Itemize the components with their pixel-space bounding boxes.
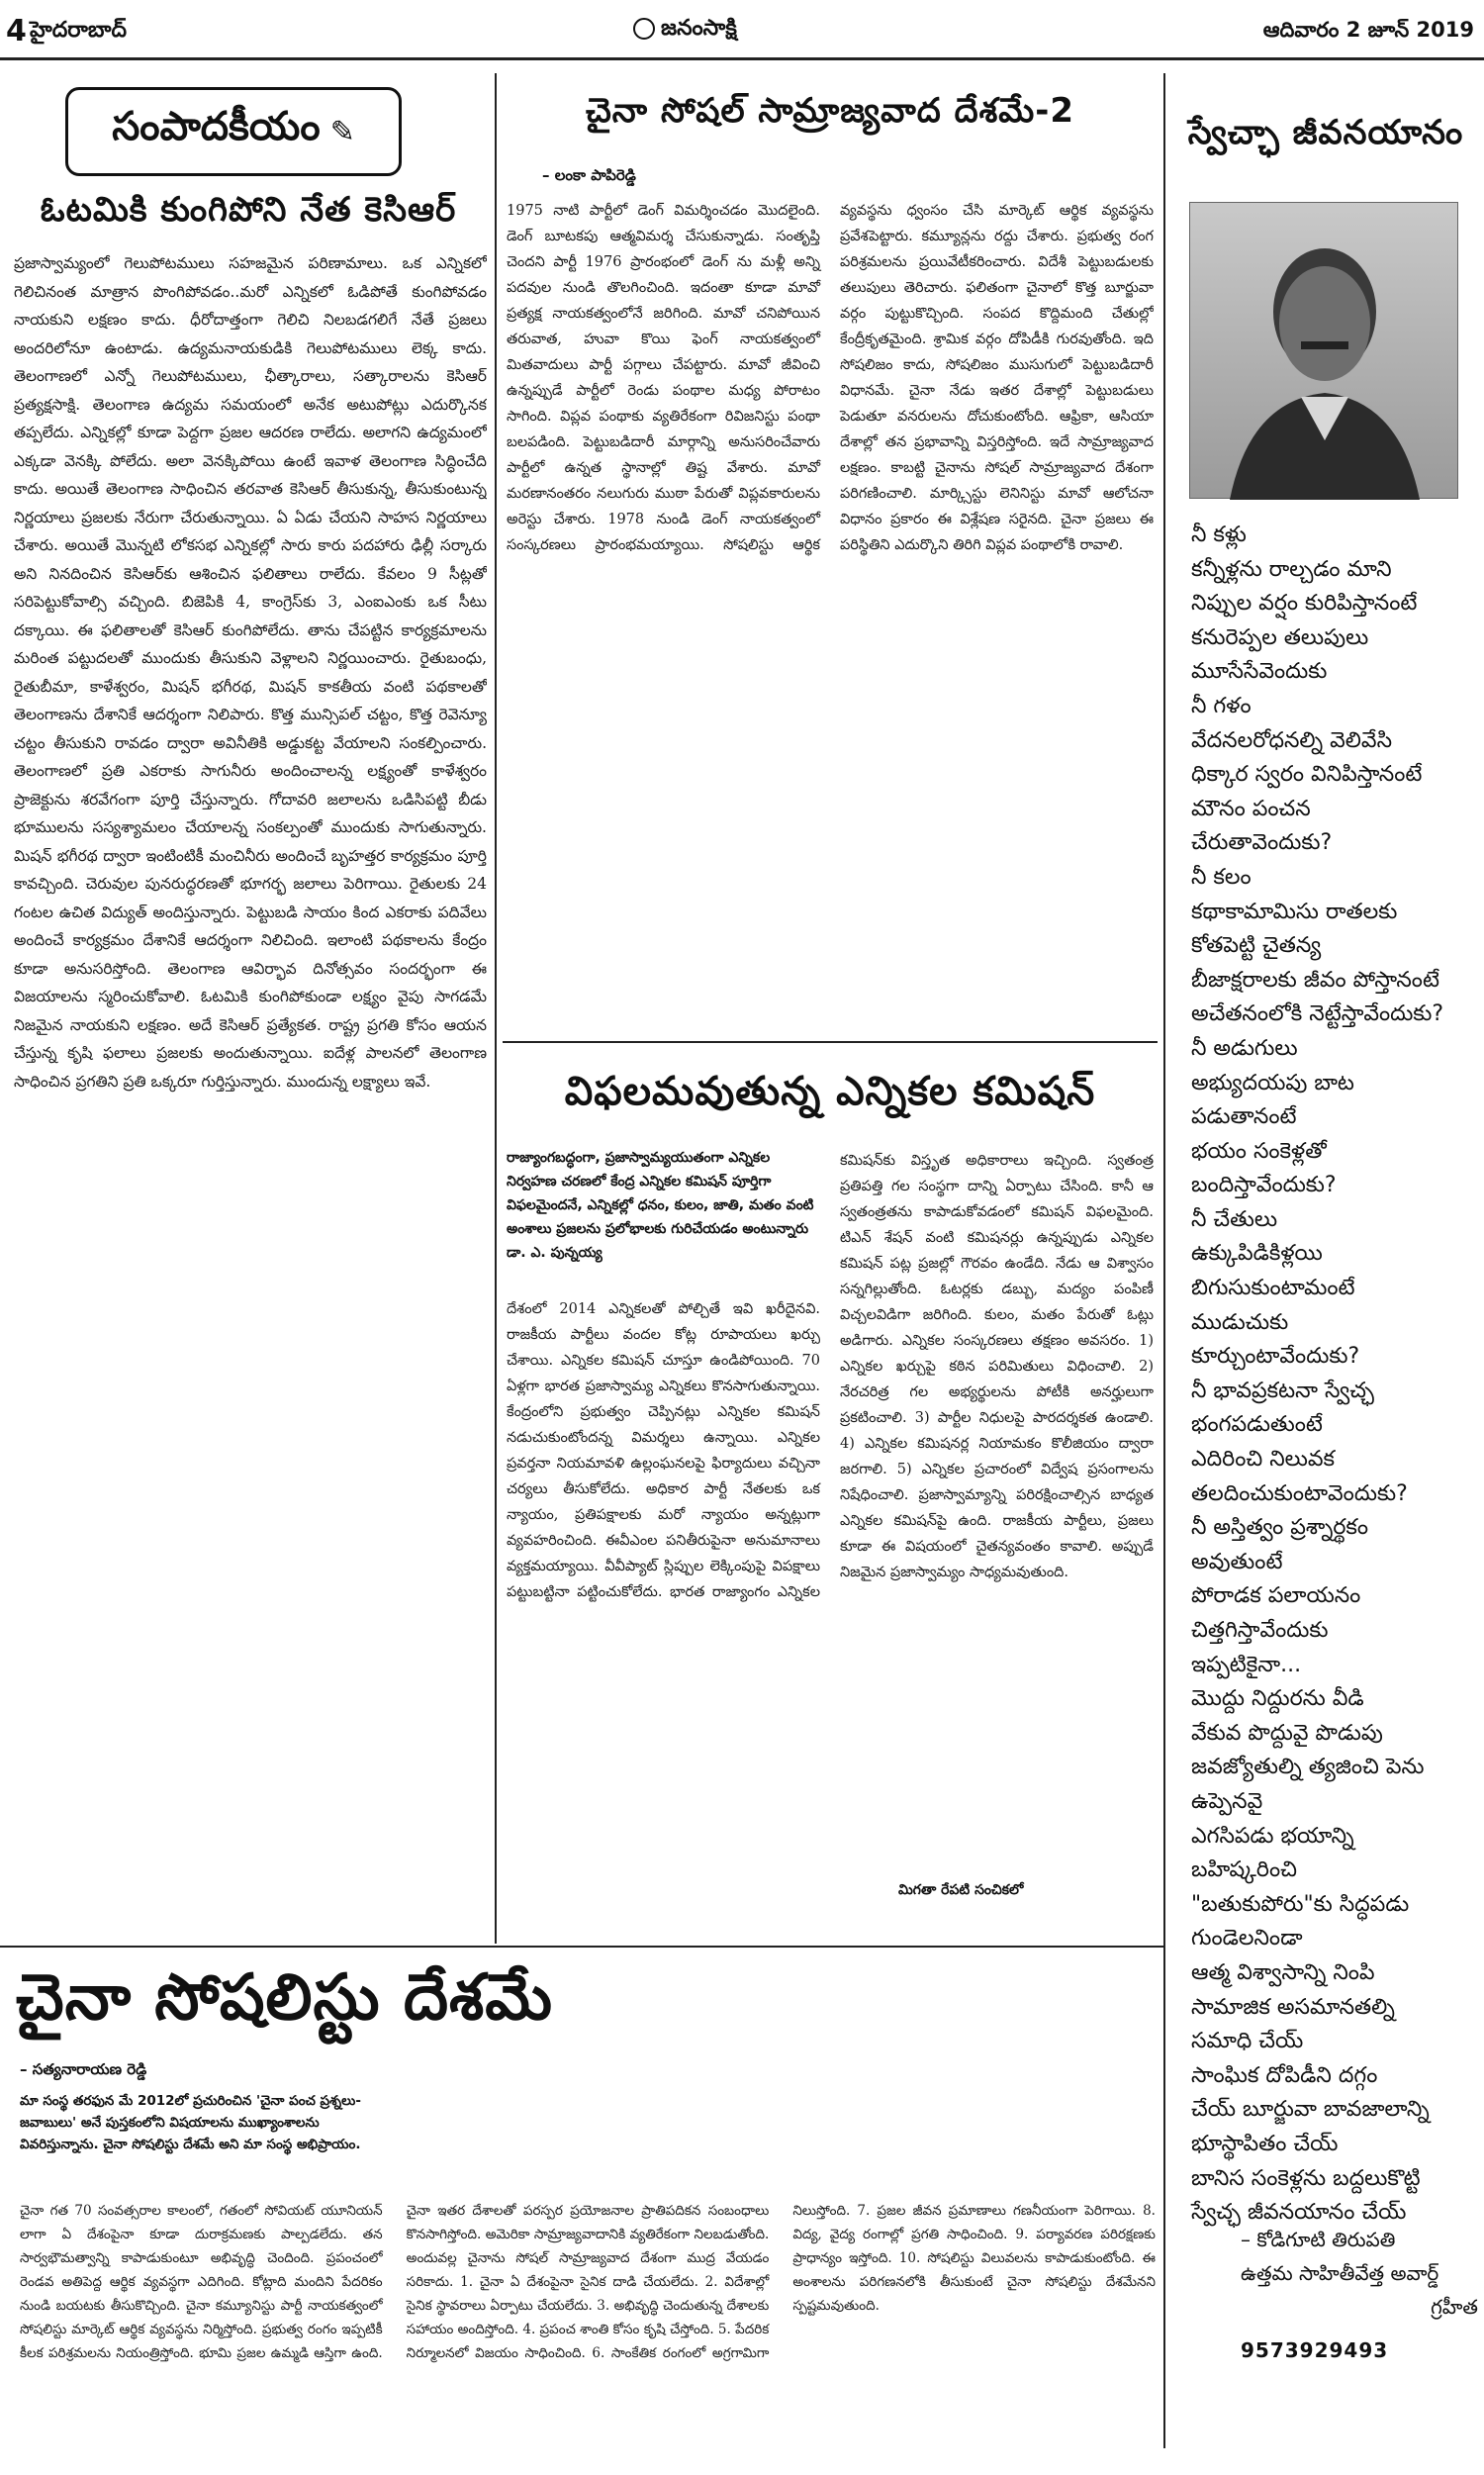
editorial-body — [14, 249, 487, 1930]
poem-line: వేకువ పొద్దువై పొడుపు — [1191, 1720, 1383, 1746]
poem-line: ధిక్కార స్వరం వినిపిస్తానంటే — [1191, 762, 1423, 788]
poem-line: అభ్యుదయపు బాట — [1191, 1070, 1354, 1095]
poem-line: బందిస్తావేందుకు? — [1191, 1173, 1337, 1198]
poem-line: కథాకామామిసు రాతలకు — [1191, 899, 1398, 924]
lead-spacer — [507, 1148, 820, 1296]
china-article-byline: – లంకా పాపిరెడ్డి — [542, 166, 636, 184]
poem-line: సమాధి చేయ్ — [1191, 2029, 1304, 2054]
poem-line: ముడుచుకు — [1191, 1309, 1289, 1335]
poem-line: నీ భావప్రకటనా స్వేచ్ఛ — [1191, 1378, 1374, 1403]
header-rule — [0, 57, 1484, 60]
editorial-text: ప్రజాస్వామ్యంలో గెలుపోటములు సహజమైన పరిణామాలు. ఒక ఎన్నికలో గెలిచినంత మాత్రాన పొంగిపోవడం..మరో ఎన్నికలో ఓడిపోతే కుంగిపోవడం నాయకుని లక్షణం కాదు. ధీరోదాత్తంగా గెలిచి నిలబడగలిగే నేతే ప్రజలు అందరిలోనూ ఉంటాడు. ఉద్యమనాయకుడికి గెలుపోటములు లెక్క కాదు. తెలంగాణలో ఎన్నో గెలుపోటములు, ఛీత్కారాలు, సత్కారాలను కెసిఆర్ ప్రత్యక్షసాక్షి. తెలంగాణ ఉద్యమ సమయంలో అనేక అటుపోట్లు ఎదుర్కొనక తప్పలేదు. ఎన్నికల్లో కూడా పెద్దగా ప్రజల ఆదరణ రాలేదు. అలాగని ఉద్యమంలో ఎక్కడా వెనక్కి పోలేదు. అలా వెనక్కిపోయి ఉంటే ఇవాళ తెలంగాణ సిద్ధించేది కాదు. అయితే తెలంగాణ సాధించిన తరవాత కెసిఆర్ తీసుకున్న, తీసుకుంటున్న నిర్ణయాలు ప్రజలకు నేరుగా చేరుతున్నాయి. ఏ ఏడు చేయని సాహస నిర్ణయాలు చేశారు. అయితే మొన్నటి లోకసభ ఎన్నికల్లో సారు కారు పదహారు ఢిల్లీ సర్కారు అని నినదించిన కెసిఆర్‌కు ఆశించిన ఫలితాలు రాలేదు. కేవలం 9 సీట్లతో సరిపెట్టుకోవాల్సి వచ్చింది. బిజెపికి 4, కాంగ్రెస్‌కు 3, ఎంఐఎంకు ఒక సీటు దక్కాయి. ఈ ఫలితాలతో కెసిఆర్ కుంగిపోలేదు. తాను చేపట్టిన కార్యక్రమాలను మరింత పట్టుదలతో ముందుకు తీసుకుని వెళ్లాలని నిర్ణయించారు. రైతుబంధు, రైతుబీమా, కాళేశ్వరం, మిషన్ భగీరథ, మిషన్ కాకతీయ వంటి పథకాలతో తెలంగాణను దేశానికే ఆదర్శంగా నిలిపారు. కొత్త మున్సిపల్ చట్టం, కొత్త రెవెన్యూ చట్టం తీసుకుని రావడం ద్వారా అవినీతికి అడ్డుకట్ట వేయాలని సంకల్పించారు. తెలంగాణలో ప్రతి ఎకరాకు సాగునీరు అందించాలన్న లక్ష్యంతో కాళేశ్వరం ప్రాజెక్టును శరవేగంగా పూర్తి చేస్తున్నారు. గోదావరి జలాలను ఒడిసిపట్టి బీడు భూములను సస్యశ్యామలం చేయాలన్న సంకల్పంతో ముందుకు సాగుతున్నారు. మిషన్ భగీరథ ద్వారా ఇంటింటికీ మంచినీరు అందించే బృహత్తర కార్యక్రమం పూర్తి కావచ్చింది. చెరువుల పునరుద్ధరణతో భూగర్భ జలాలు పెరిగాయి. రైతులకు 24 గంటల ఉచిత విద్యుత్ అందిస్తున్నారు. పెట్టుబడి సాయం కింద ఎకరాకు పదివేలు అందించే కార్యక్రమం దేశానికే ఆదర్శంగా నిలిచింది. ఇలాంటి పథకాలను కేంద్రం కూడా అనుసరిస్తోంది. తెలంగాణ ఆవిర్భావ దినోత్సవం సందర్భంగా ఈ విజయాలను స్మరించుకోవాలి. ఓటమికి కుంగిపోకుండా లక్ష్యం వైపు సాగడమే నిజమైన నాయకుని లక్షణం. అదే కెసిఆర్ ప్రత్యేకత. రాష్ట్ర ప్రగతి కోసం ఆయన చేస్తున్న కృషి ఫలాలు ప్రజలకు అందుతున్నాయి. ఐదేళ్ల పాలనలో తెలంగాణ సాధించిన ప్రగతిని ప్రతి ఒక్కరూ గుర్తిస్తున్నారు. ముందున్న లక్ష్యాలు ఇవే. — [14, 254, 487, 1091]
editorial-badge-label: సంపాదకీయం — [112, 104, 321, 149]
poem-line: గుండెలనిండా — [1191, 1926, 1303, 1951]
bottom-text: చైనా గత 70 సంవత్సరాల కాలంలో, గతంలో సోవియట్ యూనియన్ లాగా ఏ దేశంపైనా కూడా దురాక్రమణకు పాల్పడలేదు. తన సార్వభౌమత్వాన్ని కాపాడుకుంటూ అభివృద్ధి చెందింది. ప్రపంచంలో రెండవ అతిపెద్ద ఆర్థిక వ్యవస్థగా ఎదిగింది. కోట్లాది మందిని పేదరికం నుండి బయటకు తీసుకొచ్చింది. చైనా కమ్యూనిస్టు పార్టీ నాయకత్వంలో సోషలిస్టు మార్కెట్ ఆర్థిక వ్యవస్థను నిర్మిస్తోంది. ప్రభుత్వ రంగం ఇప్పటికీ కీలక పరిశ్రమలను నియంత్రిస్తోంది. భూమి ప్రజల ఉమ్మడి ఆస్తిగా ఉంది. చైనా ఇతర దేశాలతో పరస్పర ప్రయోజనాల ప్రాతిపదికన సంబంధాలు కొనసాగిస్తోంది. అమెరికా సామ్రాజ్యవాదానికి వ్యతిరేకంగా నిలబడుతోంది. అందువల్ల చైనాను సోషల్ సామ్రాజ్యవాద దేశంగా ముద్ర వేయడం సరికాదు. 1. చైనా ఏ దేశంపైనా సైనిక దాడి చేయలేదు. 2. విదేశాల్లో సైనిక స్థావరాలు ఏర్పాటు చేయలేదు. 3. అభివృద్ధి చెందుతున్న దేశాలకు సహాయం అందిస్తోంది. 4. ప్రపంచ శాంతి కోసం కృషి చేస్తోంది. 5. పేదరిక నిర్మూలనలో విజయం సాధించింది. 6. సాంకేతిక రంగంలో అగ్రగామిగా నిలుస్తోంది. 7. ప్రజల జీవన ప్రమాణాలు గణనీయంగా పెరిగాయి. 8. విద్య, వైద్య రంగాల్లో ప్రగతి సాధించింది. 9. పర్యావరణ పరిరక్షణకు ప్రాధాన్యం ఇస్తోంది. 10. సోషలిస్టు విలువలను కాపాడుకుంటోంది. ఈ అంశాలను పరిగణనలోకి తీసుకుంటే చైనా సోషలిస్టు దేశమేనని స్పష్టమవుతుంది. — [20, 2203, 1156, 2361]
poem-line: బిగుసుకుంటామంటే — [1191, 1276, 1355, 1301]
china-article-body — [507, 198, 1154, 1029]
poem-line: తలదించుకుంటావెందుకు? — [1191, 1480, 1408, 1506]
editorial-badge — [65, 87, 402, 176]
bottom-lead-text: మా సంస్థ తరఫున మే 2012లో ప్రచురించిన 'చైనా పంచ ప్రశ్నలు-జవాబులు' అనే పుస్తకంలోని విషయాలను ముఖ్యాంశాలను వివరిస్తున్నాను. చైనా సోషలిస్టు దేశమే అని మా సంస్థ అభిప్రాయం. — [20, 2093, 361, 2152]
commission-article — [503, 1049, 1158, 1920]
commission-body — [507, 1148, 1154, 1860]
poem-line: కనురెప్పల తలుపులు — [1191, 624, 1369, 650]
poem-line: భూస్థాపితం చేయ్ — [1191, 2131, 1339, 2156]
bottom-lead — [20, 2090, 366, 2199]
poem-credit — [1241, 2223, 1478, 2367]
paper-name: జనంసాక్షి — [661, 16, 737, 41]
poem-lines — [1191, 519, 1478, 2231]
poem-line: స్వేచ్ఛ జీవనయానం చేయ్ — [1191, 2200, 1407, 2226]
poem-line: అవుతుంటే — [1191, 1549, 1283, 1574]
bottom-body — [20, 2199, 1156, 2458]
page-number: 4 — [6, 14, 27, 48]
masthead — [633, 16, 737, 46]
poem-section — [1171, 73, 1480, 2468]
poem-line: భంగపడుతుంటే — [1191, 1412, 1323, 1438]
poem-line: పోరాడక పలాయనం — [1191, 1583, 1361, 1609]
poet-photo — [1189, 202, 1458, 499]
poem-line: చేరుతావెందుకు? — [1191, 830, 1333, 856]
poem-line: నీ అడుగులు — [1191, 1035, 1298, 1061]
bottom-headline: చైనా సోషలిస్టు దేశమే — [16, 1961, 553, 2035]
paper-emblem-icon — [633, 18, 655, 40]
poem-award: ఉత్తమ సాహితీవేత్త అవార్డ్ — [1241, 2261, 1439, 2285]
poem-title: స్వేచ్ఛా జీవనయానం — [1187, 113, 1464, 152]
poem-line: మొద్దు నిద్దురను వీడి — [1191, 1686, 1364, 1712]
poem-line: కూర్చుంటావేందుకు? — [1191, 1344, 1360, 1370]
poem-line: ఉప్పెనవై — [1191, 1788, 1263, 1814]
poem-line: ఎగసిపడు భయాన్ని — [1191, 1823, 1354, 1849]
commission-text: దేశంలో 2014 ఎన్నికలతో పోల్చితే ఇవి ఖరీదైనవి. రాజకీయ పార్టీలు వందల కోట్ల రూపాయలు ఖర్చు చేశాయి. ఎన్నికల కమిషన్ చూస్తూ ఉండిపోయింది. 70 ఏళ్లగా భారత ప్రజాస్వామ్య ఎన్నికలు కొనసాగుతున్నాయి. కేంద్రంలోని ప్రభుత్వం చెప్పినట్లు ఎన్నికల కమిషన్ నడుచుకుంటోందన్న విమర్శలు ఉన్నాయి. ఎన్నికల ప్రవర్తనా నియమావళి ఉల్లంఘనలపై ఫిర్యాదులు వచ్చినా చర్యలు తీసుకోలేదు. అధికార పార్టీ నేతలకు ఒక న్యాయం, ప్రతిపక్షాలకు మరో న్యాయం అన్నట్లుగా వ్యవహరించింది. ఈవీఎంల పనితీరుపైనా అనుమానాలు వ్యక్తమయ్యాయి. వీవీప్యాట్ స్లిప్పుల లెక్కింపుపై విపక్షాలు పట్టుబట్టినా పట్టించుకోలేదు. భారత రాజ్యాంగం ఎన్నికల కమిషన్‌కు విస్తృత అధికారాలు ఇచ్చింది. స్వతంత్ర ప్రతిపత్తి గల సంస్థగా దాన్ని ఏర్పాటు చేసింది. కానీ ఆ స్వతంత్రతను కాపాడుకోవడంలో కమిషన్ విఫలమైంది. టిఎన్ శేషన్ వంటి కమిషనర్లు ఉన్నప్పుడు ఎన్నికల కమిషన్ పట్ల ప్రజల్లో గౌరవం ఉండేది. నేడు ఆ విశ్వాసం సన్నగిల్లుతోంది. ఓటర్లకు డబ్బు, మద్యం పంపిణీ విచ్చలవిడిగా జరిగింది. కులం, మతం పేరుతో ఓట్లు అడిగారు. ఎన్నికల సంస్కరణలు తక్షణం అవసరం. 1) ఎన్నికల ఖర్చుపై కఠిన పరిమితులు విధించాలి. 2) నేరచరిత్ర గల అభ్యర్థులను పోటీకి అనర్హులుగా ప్రకటించాలి. 3) పార్టీల నిధులపై పారదర్శకత ఉండాలి. 4) ఎన్నికల కమిషనర్ల నియామకం కొలీజియం ద్వారా జరగాలి. 5) ఎన్నికల ప్రచారంలో విద్వేష ప్రసంగాలను నిషేధించాలి. ప్రజాస్వామ్యాన్ని పరిరక్షించాల్సిన బాధ్యత ఎన్నికల కమిషన్‌పై ఉంది. రాజకీయ పార్టీలు, ప్రజలు కూడా ఈ విషయంలో చైతన్యవంతం కావాలి. అప్పుడే నిజమైన ప్రజాస్వామ్యం సాధ్యమవుతుంది. — [507, 1153, 1154, 1600]
poem-line: పడుతానంటే — [1191, 1104, 1297, 1130]
poem-line: మూసేసేవెందుకు — [1191, 659, 1328, 685]
poem-line: ఎదిరించి నిలువక — [1191, 1447, 1335, 1473]
poem-line: "బతుకుపోరు"కు సిద్ధపడు — [1191, 1891, 1410, 1917]
pen-icon: ✎ — [329, 114, 355, 149]
commission-footer-credit: మిగతా రేపటి సంచికలో — [898, 1882, 1024, 1898]
poem-line: కన్నీళ్లను రాల్చడం మాని — [1191, 556, 1392, 582]
page-header — [0, 0, 1484, 57]
poem-line: నిప్పుల వర్షం కురిపిస్తానంటే — [1191, 591, 1418, 617]
poem-line: నీ అస్తిత్వం ప్రశ్నార్థకం — [1191, 1515, 1369, 1541]
poem-line: బానిస సంకెళ్లను బద్దలుకొట్టి — [1191, 2165, 1421, 2191]
commission-lead-text: రాజ్యాంగబద్ధంగా, ప్రజాస్వామ్యయుతంగా ఎన్నికల నిర్వహణ చరణలో కేంద్ర ఎన్నికల కమిషన్ పూర్తిగా విఫలమైందనే, ఎన్నికల్లో ధనం, కులం, జాతి, మతం వంటి అంశాలు ప్రజలను ప్రలోభాలకు గురిచేయడం అంటున్నారు డా. ఎ. పున్నయ్య — [507, 1150, 814, 1261]
poem-line: నీ చేతులు — [1191, 1206, 1278, 1232]
editorial-section — [6, 79, 491, 1940]
poem-line: ఇప్పటికైనా... — [1191, 1652, 1302, 1677]
bottom-byline: – సత్యనారాయణ రెడ్డి — [20, 2060, 147, 2078]
poem-rule — [1163, 73, 1165, 2448]
editorial-rule — [495, 73, 497, 1944]
poem-line: నీ కలం — [1191, 864, 1252, 890]
poem-line: వేదనలరోధనల్ని వెలివేసి — [1191, 727, 1393, 753]
poem-line: కోతపెట్టి చైతన్య — [1191, 933, 1322, 959]
poem-line: మౌనం పంచన — [1191, 796, 1311, 821]
poem-author: – కోడిగూటి తిరుపతి — [1241, 2228, 1396, 2251]
editorial-headline: ఓటమికి కుంగిపోని నేత కెసిఆర్ — [40, 190, 457, 230]
poem-line: సాంఘిక దోపిడీని దగ్గం — [1191, 2062, 1378, 2088]
poem-line: బహిష్కరించి — [1191, 1857, 1297, 1883]
china-article-text: 1975 నాటి పార్టీలో డెంగ్ విమర్శించడం మొదలైంది. డెంగ్ బూటకపు ఆత్మవిమర్శ చేసుకున్నాడు. సంతృప్తి చెందని పార్టీ 1976 ప్రారంభంలో డెంగ్ ను మళ్లీ అన్ని పదవుల నుండి తొలగించింది. ఇదంతా కూడా మావో ప్రత్యక్ష నాయకత్వంలోనే జరిగింది. మావో చనిపోయిన తరువాత, హువా కొయి ఫెంగ్ నాయకత్వంలో మితవాదులు పార్టీ పగ్గాలు చేపట్టారు. మావో జీవించి ఉన్నప్పుడే పార్టీలో రెండు పంథాల మధ్య పోరాటం సాగింది. విప్లవ పంథాకు వ్యతిరేకంగా రివిజనిస్టు పంథా బలపడింది. పెట్టుబడిదారీ మార్గాన్ని అనుసరించేవారు పార్టీలో ఉన్నత స్థానాల్లో తిష్ట వేశారు. మావో మరణానంతరం నలుగురు ముఠా పేరుతో విప్లవకారులను అరెస్టు చేశారు. 1978 నుండి డెంగ్ నాయకత్వంలో సంస్కరణలు ప్రారంభమయ్యాయి. సోషలిస్టు ఆర్థిక వ్యవస్థను ధ్వంసం చేసి మార్కెట్ ఆర్థిక వ్యవస్థను ప్రవేశపెట్టారు. కమ్యూన్లను రద్దు చేశారు. ప్రభుత్వ రంగ పరిశ్రమలను ప్రయివేటీకరించారు. విదేశీ పెట్టుబడులకు తలుపులు తెరిచారు. ఫలితంగా చైనాలో కొత్త బూర్జువా వర్గం పుట్టుకొచ్చింది. సంపద కొద్దిమంది చేతుల్లో కేంద్రీకృతమైంది. శ్రామిక వర్గం దోపిడీకి గురవుతోంది. ఇది సోషలిజం కాదు, సోషలిజం ముసుగులో పెట్టుబడిదారీ విధానమే. చైనా నేడు ఇతర దేశాల్లో పెట్టుబడులు పెడుతూ వనరులను దోచుకుంటోంది. ఆఫ్రికా, ఆసియా దేశాల్లో తన ప్రభావాన్ని విస్తరిస్తోంది. ఇదే సామ్రాజ్యవాద లక్షణం. కాబట్టి చైనాను సోషల్ సామ్రాజ్యవాద దేశంగా పరిగణించాలి. మార్క్సిస్టు లెనినిస్టు మావో ఆలోచనా విధానం ప్రకారం ఈ విశ్లేషణ సరైనది. చైనా ప్రజలు ఈ పరిస్థితిని ఎదుర్కొని తిరిగి విప్లవ పంథాలోకి రావాలి. — [507, 203, 1154, 553]
poem-line: చేయ్ బూర్జువా బావజాలాన్ని — [1191, 2097, 1430, 2123]
poem-line: అచేతనంలోకి నెట్టేస్తావేందుకు? — [1191, 1001, 1444, 1027]
poem-line: నీ కళ్లు — [1191, 523, 1247, 547]
poem-line: నీ గళం — [1191, 693, 1252, 718]
poem-line: జవజ్యోతుల్ని త్యజించి పెను — [1191, 1755, 1425, 1780]
poem-line: భయం సంకెళ్లతో — [1191, 1138, 1327, 1164]
commission-headline: విఫలమవుతున్న ఎన్నికల కమిషన్ — [564, 1069, 1096, 1114]
city-name: హైదరాబాద్ — [30, 18, 127, 43]
poem-line: చిత్తగిస్తావేందుకు — [1191, 1618, 1329, 1643]
poem-line: బీజాక్షరాలకు జీవం పోస్తానంటే — [1191, 967, 1439, 993]
issue-date: ఆదివారం 2 జూన్ 2019 — [1262, 18, 1474, 42]
poem-line: ఆత్మ విశ్వాసాన్ని నింపి — [1191, 1959, 1375, 1985]
poem-line: సామాజిక అసమానతల్ని — [1191, 1994, 1395, 2020]
poem-award-suffix: గ్రహీత — [1431, 2295, 1478, 2319]
china-article-headline: చైనా సోషల్ సామ్రాజ్యవాద దేశమే-2 — [585, 91, 1075, 131]
bottom-rule — [0, 1946, 1163, 1948]
middle-rule-top — [503, 1041, 1158, 1043]
bottom-article — [6, 1951, 1159, 2466]
china-article — [503, 71, 1158, 1037]
poem-line: ఉక్కుపిడికిళ్లయి — [1191, 1241, 1323, 1267]
person-portrait-icon — [1190, 203, 1459, 500]
poem-phone: 9573929493 — [1241, 2338, 1389, 2362]
